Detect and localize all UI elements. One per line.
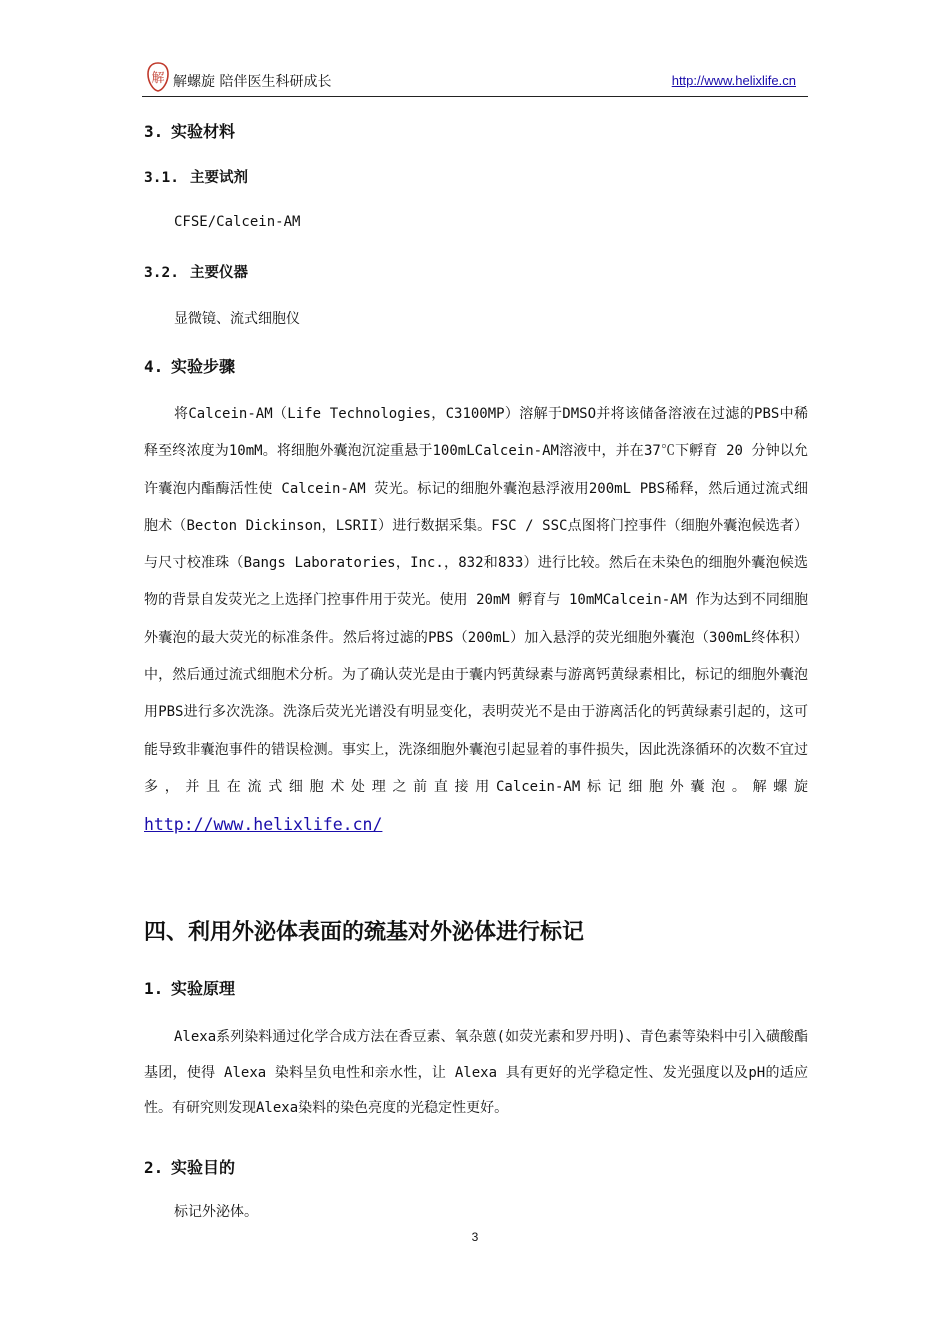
section-3-2-heading [144, 261, 808, 282]
page-number: 3 [471, 1230, 479, 1244]
chapter-4-heading: 四、利用外泌体表面的巯基对外泌体进行标记 [144, 920, 585, 945]
section-3-1-heading [144, 166, 808, 187]
procedure-text: 将Calcein-AM（Life Technologies，C3100MP）溶解于DMSO并将该储备溶液在过滤的PBS中稀释至终浓度为10mM。将细胞外囊泡沉淀重悬于100mLCalcein-AM溶液中，并在37℃下孵育 20 分钟以允许囊泡内酯酶活性使 Calcein-AM 荧光。标记的细胞外囊泡悬浮液用200mL PBS稀释，然后通过流式细胞术（Becton Dickinson，LSRII）进行数据采集。FSC / SSC点图将门控事件（细胞外囊泡候选者）与尺寸校准珠（Bangs Laboratories，Inc.，832和833）进行比较。然后在未染色的细胞外囊泡候选物的背景自发荧光之上选择门控事件用于荧光。使用 20mM 孵育与 10mMCalcein-AM 作为达到不同细胞外囊泡的最大荧光的标准条件。然后将过滤的PBS（200mL）加入悬浮的荧光细胞外囊泡（300mL终体积）中，然后通过流式细胞术分析。为了确认荧光是由于囊内钙黄绿素与游离钙黄绿素相比，标记的细胞外囊泡用PBS进行多次洗涤。洗涤后荧光光谱没有明显变化，表明荧光不是由于游离活化的钙黄绿素引起的，这可能导致非囊泡事件的错误检测。事实上，洗涤细胞外囊泡引起显着的事件损失，因此洗涤循环的次数不宜过多，并且在流式细胞术处理之前直接用Calcein-AM标记细胞外囊泡。解螺旋 [144, 406, 808, 795]
instruments-text: 显微镜、流式细胞仪 [174, 311, 300, 327]
section-c4-1-heading [144, 976, 808, 999]
section-title: 实验目的 [171, 1158, 236, 1177]
section-title: 主要试剂 [190, 170, 248, 186]
procedure-paragraph [144, 396, 808, 846]
section-number: 3.1. [144, 170, 179, 186]
section-4-heading [144, 354, 808, 377]
section-title: 实验原理 [171, 979, 236, 998]
helixlife-link[interactable]: http://www.helixlife.cn/ [144, 815, 383, 835]
section-title: 实验步骤 [171, 357, 236, 376]
header-site-link[interactable]: http://www.helixlife.cn [671, 73, 796, 88]
section-title: 实验材料 [171, 122, 236, 141]
purpose-text: 标记外泌体。 [174, 1204, 258, 1220]
brand-tagline: 解螺旋 陪伴医生科研成长 [173, 74, 332, 90]
section-number: 3. [144, 122, 164, 141]
section-number: 2. [144, 1158, 164, 1177]
section-c4-2-heading [144, 1155, 808, 1178]
page-header [142, 62, 808, 97]
section-number: 3.2. [144, 265, 179, 281]
section-title: 主要仪器 [190, 265, 248, 281]
helixlife-logo [146, 62, 170, 92]
section-3-heading [144, 119, 808, 142]
principle-paragraph: Alexa系列染料通过化学合成方法在香豆素、氧杂蒽(如荧光素和罗丹明)、青色素等染料中引入磺酸酯基团，使得 Alexa 染料呈负电性和亲水性，让 Alexa 具有更好的光学稳定性、发光强度以及pH的适应性。有研究则发现Alexa染料的染色亮度的光稳定性更好。 [144, 1029, 808, 1116]
reagents-text: CFSE/Calcein-AM [174, 214, 301, 230]
section-number: 1. [144, 979, 164, 998]
section-number: 4. [144, 357, 164, 376]
logo-glyph: 解 [151, 71, 165, 86]
